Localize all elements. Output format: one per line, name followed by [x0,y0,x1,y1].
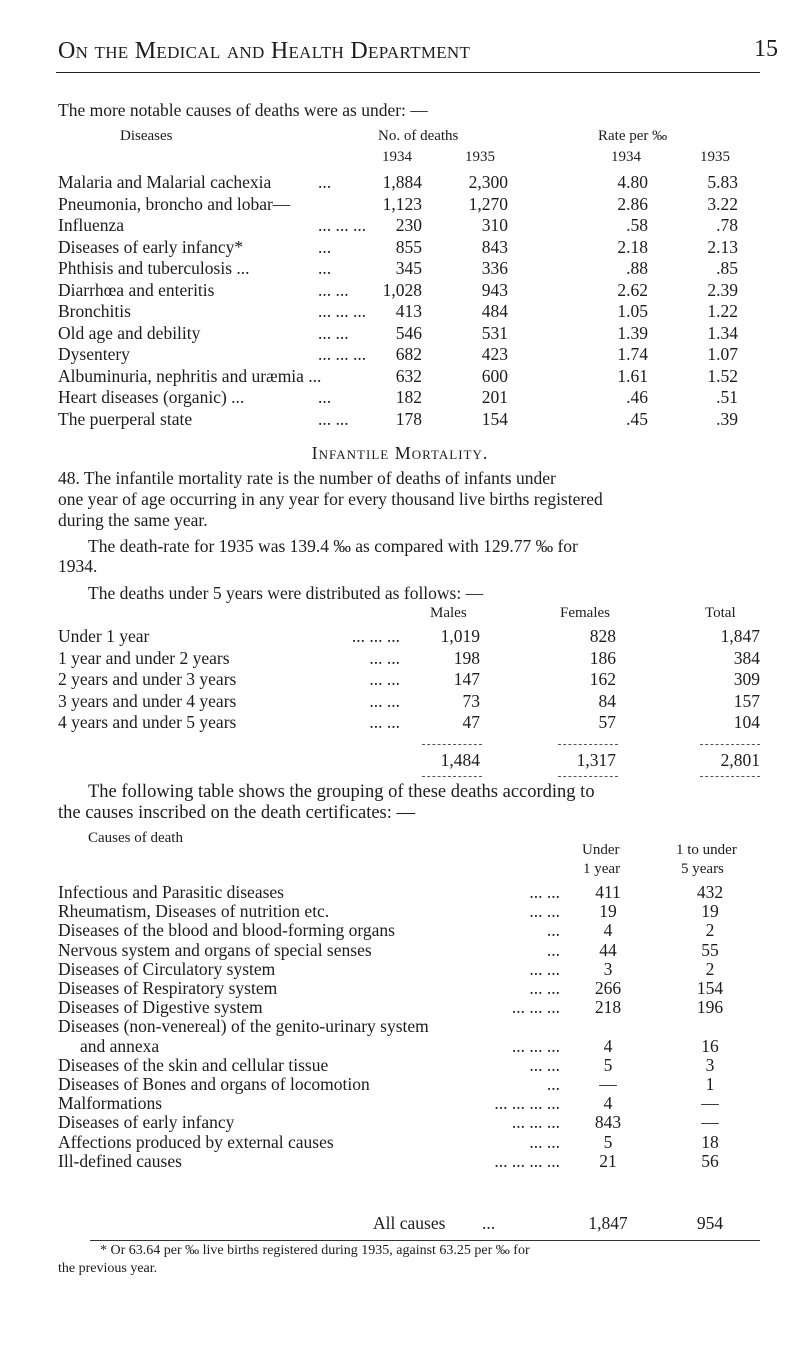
page-number: 15 [754,36,778,62]
all-causes-dots: ... [482,1213,496,1233]
leader-dots: ... ... ... ... [494,1093,560,1114]
rate-1934: .45 [626,408,648,429]
total-value: 309 [733,669,760,689]
footnote-line: * Or 63.64 per ‰ live births registered during 1935, against 63.25 per ‰ for [100,1243,530,1258]
deaths-1935: 2,300 [468,172,508,192]
grouping-col-under1: 1 year [583,861,621,877]
all-causes-1to5: 954 [696,1213,724,1233]
leader-dots: ... ... [369,647,400,668]
disease-name: Bronchitis [58,301,131,321]
year-header: 1934 [382,149,412,165]
leader-dots: ... ... [318,408,349,429]
under5-total-males: 1,484 [440,750,480,770]
age-group-label: 2 years and under 3 years [58,669,237,689]
table-row [0,366,800,388]
under1-value: 19 [599,901,617,922]
leader-dots: ... ... ... [511,997,560,1018]
under1-value: 218 [594,997,622,1018]
age1to5-value: 3 [705,1054,715,1075]
infantile-para-line: during the same year. [58,510,208,530]
age1to5-value: 432 [696,882,724,902]
under1-value: 4 [603,1093,613,1114]
table-row [0,172,800,194]
deaths-1935: 600 [481,365,508,386]
under5-col-total: Total [705,605,736,621]
rate-1935: 1.52 [707,365,738,386]
footnote-line: the previous year. [58,1261,158,1276]
disease-name: Diarrhœa and enteritis [58,279,215,300]
deaths-1935: 1,270 [468,193,508,214]
grouping-intro: the causes inscribed on the death certificates: — [58,803,416,823]
under1-value: 266 [594,978,622,998]
under1-value: 411 [595,882,621,902]
rate-1935: .78 [716,215,738,235]
under1-value: 5 [603,1054,613,1075]
table-row [0,712,800,734]
under5-total-total: 2,801 [720,750,760,770]
rate-1934: 2.86 [617,193,648,214]
rate-1935: .85 [716,258,738,278]
females-value: 186 [589,647,616,668]
under1-value: 3 [603,958,613,979]
under1-value: 843 [594,1112,622,1133]
age1to5-value: 16 [701,1035,719,1056]
leader-dots: ... ... [318,279,349,300]
disease-name: Malaria and Malarial cachexia [58,172,272,192]
cause-name: Diseases of the blood and blood-forming organs [58,920,395,941]
rate-1935: 3.22 [707,193,738,214]
rate-1934: 1.05 [617,301,648,321]
rate-1934: 2.18 [617,236,648,257]
cause-name: Ill-defined causes [58,1150,182,1171]
age-group-label: 1 year and under 2 years [58,647,230,668]
year-header: 1935 [700,149,730,165]
deaths-1934: 1,123 [382,193,422,214]
year-header: 1934 [611,149,641,165]
table-row [0,387,800,409]
disease-name: Old age and debility [58,322,201,343]
rate-1935: 5.83 [707,172,738,192]
deaths-1935: 484 [481,301,508,321]
cause-name: Infectious and Parasitic diseases [58,882,284,902]
causes-col-no-deaths: No. of deaths [378,128,459,144]
leader-dots: ... ... ... [351,626,400,646]
table-row [0,344,800,366]
age-group-label: 3 years and under 4 years [58,690,237,711]
running-header [58,38,470,65]
cause-name: Diseases of Respiratory system [58,978,278,998]
infantile-heading: Infantile Mortality. [311,443,489,463]
cause-name: Diseases of early infancy [58,1112,235,1133]
disease-name: Albuminuria, nephritis and uræmia ... [58,365,322,386]
rate-1934: 1.39 [617,322,648,343]
deaths-1935: 423 [481,344,508,364]
footnote-rule [90,1240,760,1241]
table-row [0,1151,800,1173]
disease-name: Diseases of early infancy* [58,236,244,257]
rate-1935: 1.34 [707,322,738,343]
leader-dots: ... [546,1074,560,1094]
leader-dots: ... ... [369,712,400,732]
age1to5-value: 19 [701,901,719,922]
leader-dots: ... ... ... [318,301,367,321]
age1to5-value: — [701,1093,719,1114]
table-row [0,691,800,713]
rate-1934: .58 [626,215,648,235]
age1to5-value: 154 [696,978,724,998]
grouping-col-1to5: 5 years [681,861,724,877]
disease-name: Pneumonia, broncho and lobar— [58,193,291,214]
age1to5-value: — [701,1112,719,1133]
rate-1934: .46 [626,387,648,407]
rate-1934: .88 [626,258,648,278]
table-row [0,301,800,323]
causes-col-rate: Rate per ‰ [598,128,668,144]
disease-name: Influenza [58,215,125,235]
deaths-1934: 230 [395,215,422,235]
under1-value: 4 [603,1035,613,1056]
age1to5-value: 56 [701,1150,719,1171]
females-value: 57 [598,712,616,732]
leader-dots: ... ... ... ... [494,1150,560,1171]
cause-name: and annexa [80,1035,160,1056]
table-row [0,648,800,670]
cause-name: Rheumatism, Diseases of nutrition etc. [58,901,330,922]
total-value: 1,847 [720,626,760,646]
rate-1934: 1.74 [617,344,648,364]
deaths-1934: 855 [395,236,422,257]
disease-name: Heart diseases (organic) ... [58,387,245,407]
cause-name: Diseases of the skin and cellular tissue [58,1054,329,1075]
males-value: 47 [462,712,480,732]
header-rule [56,72,760,73]
deaths-1934: 182 [395,387,422,407]
running-header-title: On the Medical and Health Department [58,38,471,64]
under1-value: 21 [599,1150,617,1171]
death-rate-line: The death-rate for 1935 was 139.4 ‰ as compared with 129.77 ‰ for [88,536,578,556]
leader-dots: ... [318,172,332,192]
leader-dots: ... [318,387,332,407]
infantile-para-line: one year of age occurring in any year for every thousand live births registered [58,489,603,509]
rate-1935: .51 [716,387,738,407]
age1to5-value: 1 [705,1074,715,1094]
age1to5-value: 196 [696,997,724,1018]
leader-dots: ... ... [529,901,560,922]
table-row [0,409,800,431]
table-row [0,280,800,302]
leader-dots: ... ... [529,1131,560,1152]
leader-dots: ... [318,258,332,278]
sum-rule [422,776,482,778]
under5-col-males: Males [430,605,467,621]
leader-dots: ... ... ... [318,215,367,235]
under5-intro: The deaths under 5 years were distributed as follows: — [88,583,484,603]
deaths-1935: 843 [481,236,508,257]
cause-name: Diseases of Digestive system [58,997,263,1018]
sum-rule [422,744,482,746]
cause-name: Affections produced by external causes [58,1131,334,1152]
leader-dots: ... ... [369,690,400,711]
deaths-1935: 531 [481,322,508,343]
disease-name: Phthisis and tuberculosis ... [58,258,250,278]
rate-1935: 1.07 [707,344,738,364]
under1-value: — [599,1074,617,1094]
deaths-1935: 154 [481,408,508,429]
leader-dots: ... ... ... [318,344,367,364]
leader-dots: ... ... [529,958,560,979]
deaths-1934: 413 [395,301,422,321]
under1-value: 4 [603,920,613,941]
total-value: 157 [733,690,760,711]
all-causes-under1: 1,847 [588,1213,628,1233]
total-value: 104 [733,712,760,732]
deaths-1934: 632 [395,365,422,386]
disease-name: The puerperal state [58,408,193,429]
cause-name: Diseases (non-venereal) of the genito-urinary system [58,1016,429,1037]
rate-1934: 4.80 [617,172,648,192]
leader-dots: ... ... ... [511,1112,560,1133]
age-group-label: 4 years and under 5 years [58,712,237,732]
disease-name: Dysentery [58,344,130,364]
year-header: 1935 [465,149,495,165]
age1to5-value: 2 [705,958,715,979]
all-causes-label: All causes [373,1213,446,1233]
under1-value: 44 [599,939,617,960]
leader-dots: ... [546,920,560,941]
leader-dots: ... [318,236,332,257]
cause-name: Diseases of Bones and organs of locomotion [58,1074,370,1094]
rate-1935: .39 [716,408,738,429]
table-row [0,237,800,259]
causes-intro: The more notable causes of deaths were as under: — [58,100,428,120]
rate-1934: 1.61 [617,365,648,386]
cause-name: Nervous system and organs of special senses [58,939,372,960]
sum-rule [700,744,760,746]
grouping-intro: The following table shows the grouping of these deaths according to [88,782,595,802]
leader-dots: ... ... [529,1054,560,1075]
age-group-label: Under 1 year [58,626,150,646]
death-rate-line: 1934. [58,556,98,576]
deaths-1934: 1,028 [382,279,422,300]
deaths-1935: 943 [481,279,508,300]
males-value: 147 [453,669,480,689]
males-value: 1,019 [440,626,480,646]
females-value: 828 [589,626,616,646]
table-row [0,258,800,280]
deaths-1934: 1,884 [382,172,422,192]
cause-name: Malformations [58,1093,163,1114]
table-row [0,323,800,345]
deaths-1935: 201 [481,387,508,407]
total-value: 384 [733,647,760,668]
grouping-col-under1: Under [582,842,620,858]
males-value: 73 [462,690,480,711]
sum-rule [558,744,618,746]
deaths-1934: 178 [395,408,422,429]
table-row [0,669,800,691]
leader-dots: ... ... [529,978,560,998]
leader-dots: ... ... [529,882,560,902]
table-row [0,215,800,237]
rate-1935: 2.13 [707,236,738,257]
deaths-1935: 310 [481,215,508,235]
cause-name: Diseases of Circulatory system [58,958,276,979]
age1to5-value: 2 [705,920,715,941]
sum-rule [700,776,760,778]
deaths-1935: 336 [481,258,508,278]
males-value: 198 [453,647,480,668]
deaths-1934: 345 [395,258,422,278]
table-row [0,194,800,216]
deaths-1934: 682 [395,344,422,364]
infantile-para-line: 48. The infantile mortality rate is the number of deaths of infants under [58,468,556,488]
under5-col-females: Females [560,605,610,621]
females-value: 84 [598,690,616,711]
grouping-col-causes: Causes of death [88,830,183,846]
deaths-1934: 546 [395,322,422,343]
under1-value: 5 [603,1131,613,1152]
females-value: 162 [589,669,616,689]
leader-dots: ... ... [318,322,349,343]
causes-col-diseases: Diseases [120,128,173,144]
rate-1935: 1.22 [707,301,738,321]
rate-1934: 2.62 [617,279,648,300]
age1to5-value: 55 [701,939,719,960]
grouping-col-1to5: 1 to under [676,842,737,858]
under5-total-females: 1,317 [576,750,616,770]
leader-dots: ... [546,939,560,960]
age1to5-value: 18 [701,1131,719,1152]
sum-rule [558,776,618,778]
rate-1935: 2.39 [707,279,738,300]
table-row [0,626,800,648]
leader-dots: ... ... [369,669,400,689]
leader-dots: ... ... ... [511,1035,560,1056]
